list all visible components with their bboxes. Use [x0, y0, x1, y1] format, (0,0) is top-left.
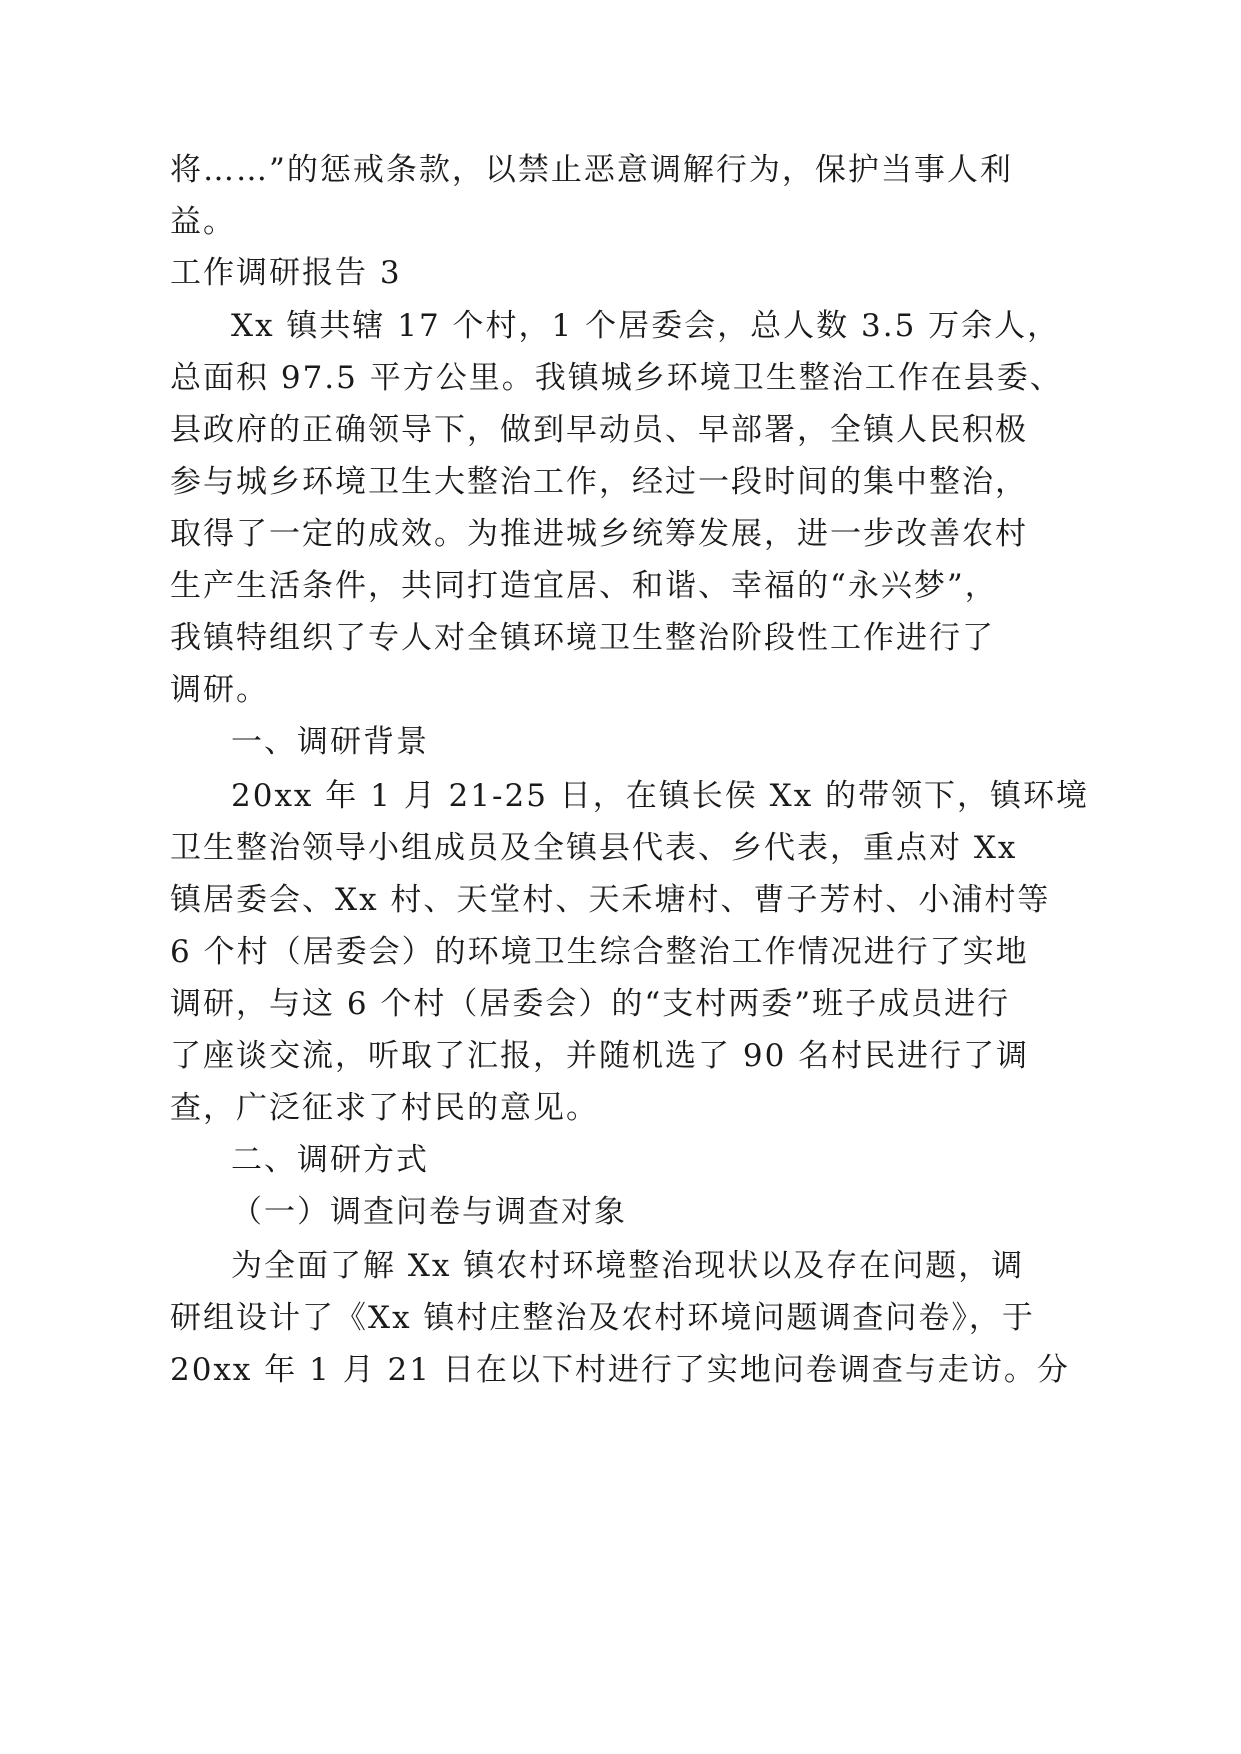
text-line: 将……”的惩戒条款，以禁止恶意调解行为，保护当事人利 [170, 152, 1013, 188]
text-line: 调研，与这 6 个村（居委会）的“支村两委”班子成员进行 [170, 986, 1011, 1022]
text-line: 生产生活条件，共同打造宜居、和谐、幸福的“永兴梦”， [170, 568, 998, 604]
text-line: 20xx 年 1 月 21-25 日，在镇长侯 Xx 的带领下，镇环境 [231, 778, 1090, 814]
text-line: 总面积 97.5 平方公里。我镇城乡环境卫生整治工作在县委、 [170, 360, 1063, 396]
section-heading: 二、调研方式 [231, 1142, 429, 1178]
text-line: 参与城乡环境卫生大整治工作，经过一段时间的集中整治， [170, 464, 1028, 500]
text-line: 益。 [170, 204, 236, 240]
text-line: 卫生整治领导小组成员及全镇县代表、乡代表，重点对 Xx [170, 830, 1018, 866]
text-line: 镇居委会、Xx 村、天堂村、天禾塘村、曹子芳村、小浦村等 [170, 882, 1051, 918]
text-line: 取得了一定的成效。为推进城乡统筹发展，进一步改善农村 [170, 516, 1028, 552]
text-line: 查，广泛征求了村民的意见。 [170, 1090, 599, 1126]
text-line: 6 个村（居委会）的环境卫生综合整治工作情况进行了实地 [170, 934, 1029, 970]
section-title: 工作调研报告 3 [170, 255, 402, 291]
text-line: 研组设计了《Xx 镇村庄整治及农村环境问题调查问卷》，于 [170, 1300, 1035, 1336]
text-line: 我镇特组织了专人对全镇环境卫生整治阶段性工作进行了 [170, 620, 995, 656]
text-line: 20xx 年 1 月 21 日在以下村进行了实地问卷调查与走访。分 [170, 1352, 1070, 1388]
text-line: 调研。 [170, 672, 269, 708]
text-line: 为全面了解 Xx 镇农村环境整治现状以及存在问题，调 [231, 1248, 1025, 1284]
section-heading: 一、调研背景 [231, 724, 429, 760]
text-line: 了座谈交流，听取了汇报，并随机选了 90 名村民进行了调 [170, 1038, 1030, 1074]
text-line: Xx 镇共辖 17 个村，1 个居委会，总人数 3.5 万余人， [231, 308, 1061, 344]
text-line: 县政府的正确领导下，做到早动员、早部署，全镇人民积极 [170, 412, 1028, 448]
subsection-heading: （一）调查问卷与调查对象 [231, 1194, 627, 1230]
